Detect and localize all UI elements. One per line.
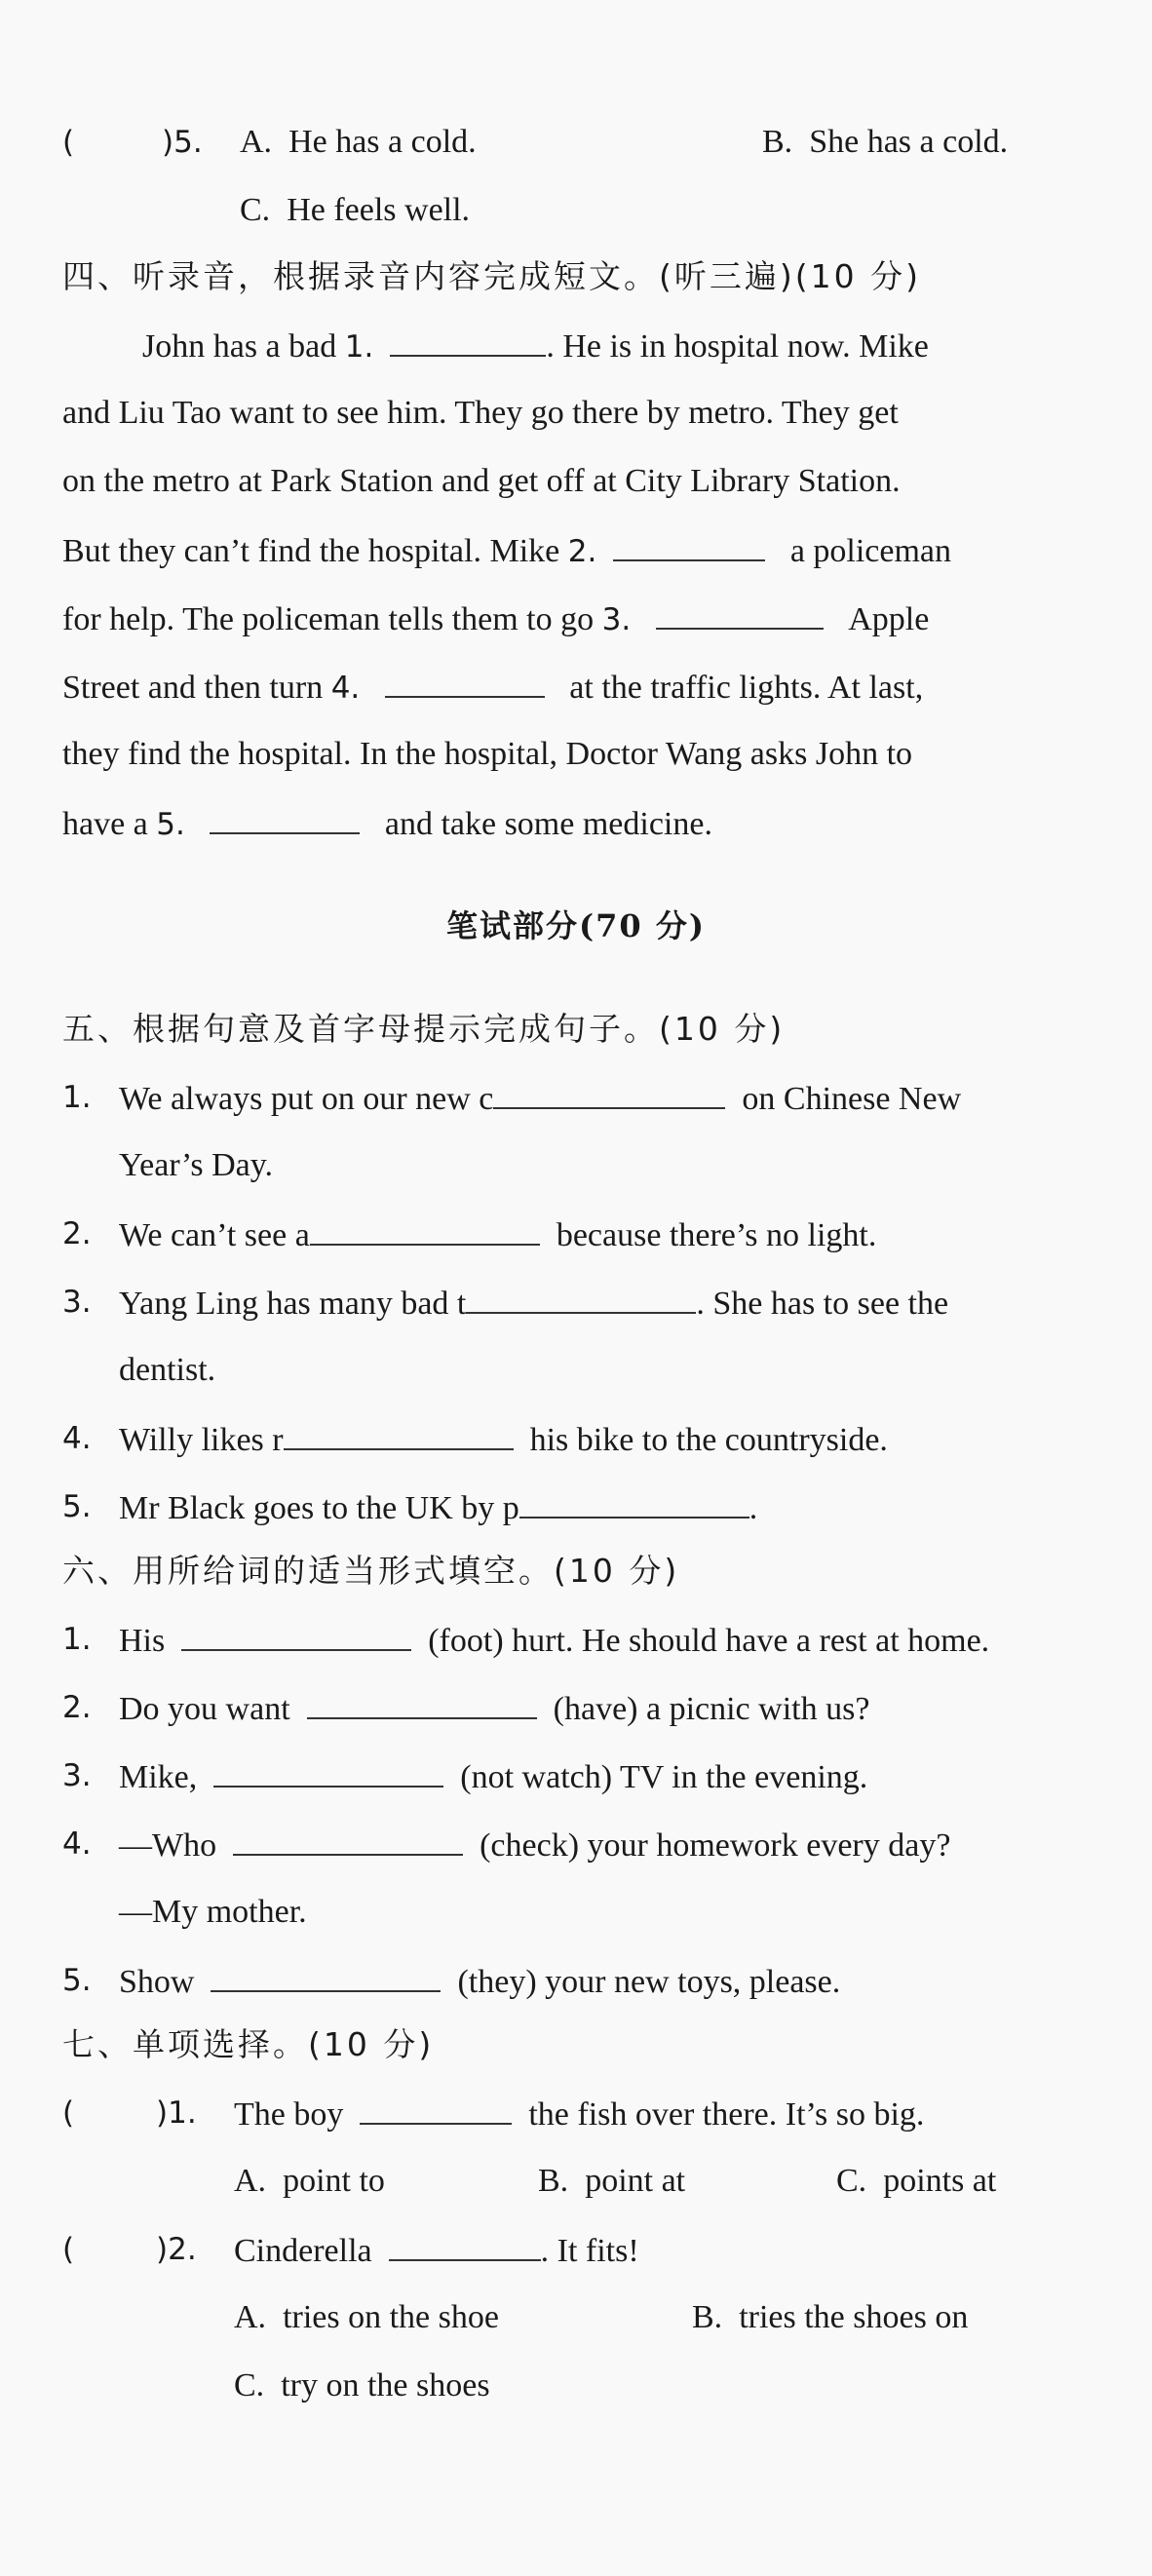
s6-q4 xyxy=(119,1825,950,1865)
answer-paren[interactable]: ( xyxy=(62,2095,75,2131)
s6-q1 xyxy=(119,1620,989,1661)
passage-text: have a xyxy=(62,806,157,842)
passage-text: and take some medicine. xyxy=(384,806,712,842)
question-text: (check) your homework every day? xyxy=(480,1827,951,1864)
question-text: the fish over there. It’s so big. xyxy=(528,2096,925,2133)
s7-q2-option-c xyxy=(234,2366,490,2405)
option-text: try on the shoes xyxy=(281,2367,490,2403)
answer-blank[interactable] xyxy=(210,803,360,834)
answer-blank[interactable] xyxy=(385,667,545,698)
question-text: We can’t see a xyxy=(119,1217,310,1253)
answer-blank[interactable] xyxy=(656,598,824,630)
passage-text: a policeman xyxy=(789,533,952,569)
question-number: 4. xyxy=(62,1826,92,1862)
s5-q3 xyxy=(119,1283,948,1324)
answer-blank[interactable] xyxy=(389,2230,541,2261)
question-text: Cinderella xyxy=(234,2233,372,2269)
passage-line-4 xyxy=(62,530,951,571)
question-text: His xyxy=(119,1623,166,1659)
question-text: Mr Black goes to the UK by p xyxy=(119,1490,519,1526)
answer-blank[interactable] xyxy=(613,530,765,561)
answer-blank[interactable] xyxy=(233,1825,463,1856)
option-text: points at xyxy=(883,2163,997,2199)
blank-number: 2. xyxy=(567,534,597,569)
question-number: 3. xyxy=(62,1758,92,1793)
answer-paren[interactable]: ( xyxy=(62,2232,75,2267)
option-label: B. xyxy=(762,124,793,160)
s5-q3-cont: dentist. xyxy=(119,1352,216,1388)
option-text: point at xyxy=(585,2163,686,2199)
s7-q1-option-b xyxy=(538,2162,685,2201)
section-5-title: 五、根据句意及首字母提示完成句子。(10 分) xyxy=(62,1010,786,1048)
section-4-title: 四、听录音，根据录音内容完成短文。(听三遍)(10 分) xyxy=(62,257,921,295)
option-text: He has a cold. xyxy=(288,124,477,160)
question-text: Yang Ling has many bad t xyxy=(119,1286,467,1322)
question-text: on Chinese New xyxy=(742,1081,962,1117)
question-number: )2. xyxy=(156,2232,197,2267)
s6-q3 xyxy=(119,1756,867,1797)
option-text: point to xyxy=(283,2163,385,2199)
question-number: )5. xyxy=(162,125,203,160)
option-label: C. xyxy=(240,192,271,228)
answer-blank[interactable] xyxy=(390,326,546,357)
passage-text: at the traffic lights. At last, xyxy=(569,670,924,706)
question-text: (they) your new toys, please. xyxy=(457,1964,841,2000)
option-label: A. xyxy=(234,2163,267,2199)
option-label: C. xyxy=(836,2163,867,2199)
answer-blank[interactable] xyxy=(519,1487,749,1519)
s7-q2-option-b xyxy=(692,2298,968,2337)
question-number: )1. xyxy=(156,2095,197,2131)
passage-text: . He is in hospital now. Mike xyxy=(546,328,929,365)
question-text: Mike, xyxy=(119,1759,198,1795)
answer-blank[interactable] xyxy=(181,1620,411,1651)
question-number: 5. xyxy=(62,1963,92,1998)
passage-line-2: and Liu Tao want to see him. They go there by metro. They get xyxy=(62,395,899,431)
question-text: We always put on our new c xyxy=(119,1081,494,1117)
question-text: Show xyxy=(119,1964,195,2000)
listening-q5-row xyxy=(62,123,74,162)
answer-blank[interactable] xyxy=(466,1283,696,1314)
question-text: (foot) hurt. He should have a rest at home. xyxy=(428,1623,990,1659)
answer-blank[interactable] xyxy=(493,1078,725,1109)
question-text: —Who xyxy=(119,1827,217,1864)
question-text: (not watch) TV in the evening. xyxy=(460,1759,868,1795)
passage-text: But they can’t find the hospital. Mike xyxy=(62,533,568,569)
passage-text: Apple xyxy=(848,601,930,637)
question-text: Do you want xyxy=(119,1691,290,1727)
answer-blank[interactable] xyxy=(213,1756,443,1788)
passage-line-7: they find the hospital. In the hospital, Doctor Wang asks John to xyxy=(62,736,913,772)
section-6-title: 六、用所给词的适当形式填空。(10 分) xyxy=(62,1552,680,1590)
question-text: his bike to the countryside. xyxy=(529,1422,888,1458)
section-7-title: 七、单项选择。(10 分) xyxy=(62,2025,435,2063)
option-label: C. xyxy=(234,2367,265,2403)
option-text: He feels well. xyxy=(287,192,471,228)
passage-line-6 xyxy=(62,667,923,708)
question-text: because there’s no light. xyxy=(556,1217,877,1253)
s6-q2 xyxy=(119,1688,869,1729)
option-a xyxy=(240,123,477,162)
question-text: . xyxy=(749,1490,758,1526)
option-text: tries on the shoe xyxy=(283,2299,499,2335)
passage-text: for help. The policeman tells them to go xyxy=(62,601,602,637)
s6-q4-answer: —My mother. xyxy=(119,1894,307,1930)
option-b xyxy=(762,123,1008,162)
s6-q5 xyxy=(119,1961,840,2002)
option-label: A. xyxy=(240,124,273,160)
passage-line-1 xyxy=(142,326,929,366)
question-text: . It fits! xyxy=(540,2233,639,2269)
question-number: 3. xyxy=(62,1285,92,1320)
question-text: The boy xyxy=(234,2096,344,2133)
option-text: tries the shoes on xyxy=(739,2299,969,2335)
question-text: (have) a picnic with us? xyxy=(553,1691,870,1727)
question-text: . She has to see the xyxy=(696,1286,949,1322)
s7-q1-option-a xyxy=(234,2162,385,2201)
question-number: 2. xyxy=(62,1690,92,1725)
passage-line-8 xyxy=(62,803,712,844)
option-c xyxy=(240,191,470,230)
s5-q1-cont: Year’s Day. xyxy=(119,1147,274,1183)
s7-q2-option-a xyxy=(234,2298,499,2337)
answer-blank[interactable] xyxy=(284,1419,514,1450)
option-label: B. xyxy=(692,2299,723,2335)
s5-q4 xyxy=(119,1419,888,1460)
s5-q5 xyxy=(119,1487,757,1528)
question-number: 1. xyxy=(62,1080,92,1115)
s7-q1-option-c xyxy=(836,2162,996,2201)
s5-q2 xyxy=(119,1214,876,1255)
blank-number: 3. xyxy=(601,602,632,637)
s7-q2 xyxy=(234,2230,639,2271)
answer-paren: ( xyxy=(62,125,75,160)
passage-line-5 xyxy=(62,598,929,639)
question-number: 2. xyxy=(62,1216,92,1251)
question-number: 1. xyxy=(62,1622,92,1657)
passage-line-3: on the metro at Park Station and get off at City Library Station. xyxy=(62,463,901,499)
written-part-title: 笔试部分(70 分) xyxy=(446,907,706,944)
passage-text: John has a bad xyxy=(142,328,345,365)
answer-blank[interactable] xyxy=(310,1214,540,1246)
question-number: 5. xyxy=(62,1489,92,1524)
s7-q1 xyxy=(234,2094,924,2134)
blank-number: 4. xyxy=(330,671,361,706)
question-number: 4. xyxy=(62,1421,92,1456)
option-text: She has a cold. xyxy=(809,124,1009,160)
blank-number: 1. xyxy=(344,329,374,365)
answer-blank[interactable] xyxy=(307,1688,537,1719)
s5-q1 xyxy=(119,1078,961,1119)
answer-blank[interactable] xyxy=(211,1961,441,1992)
question-text: Willy likes r xyxy=(119,1422,284,1458)
answer-blank[interactable] xyxy=(360,2094,512,2125)
option-label: B. xyxy=(538,2163,569,2199)
listening-q5 xyxy=(162,123,203,162)
option-label: A. xyxy=(234,2299,267,2335)
passage-text: Street and then turn xyxy=(62,670,331,706)
blank-number: 5. xyxy=(156,807,185,842)
